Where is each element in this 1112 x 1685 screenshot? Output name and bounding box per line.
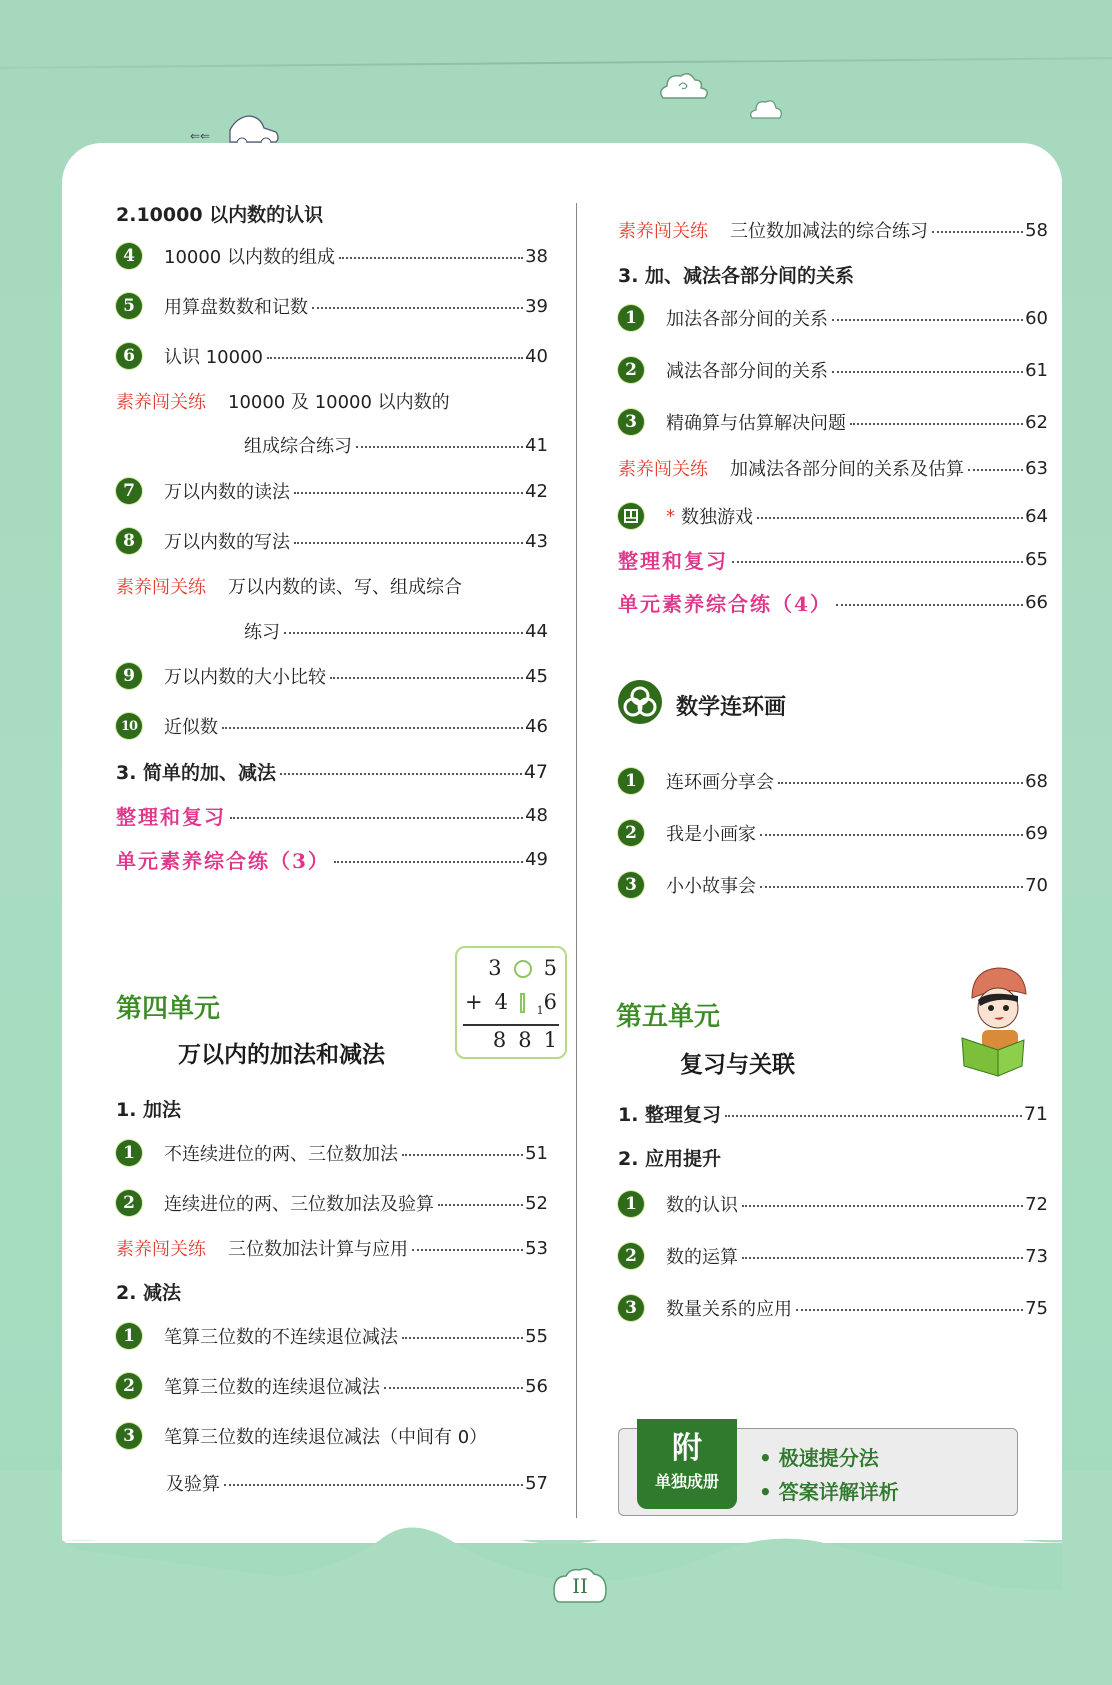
section-heading: 2.10000 以内数的认识 (116, 204, 324, 226)
appendix-item: • 答案详解详析 (759, 1480, 899, 1504)
toc-entry[interactable]: 6 认识 10000 40 (116, 343, 548, 369)
number-badge-icon: 2 (618, 820, 644, 846)
unit4-title: 第四单元 (116, 994, 221, 1024)
toc-entry[interactable]: 1 加法各部分间的关系 60 (618, 305, 1048, 331)
section-heading: 1. 加法 (116, 1099, 182, 1121)
lianhuan-title: 数学连环画 (676, 695, 787, 720)
number-badge-icon: 3 (116, 1423, 142, 1449)
practice-entry[interactable]: 素养闯关练 10000 及 10000 以内数的 (116, 388, 548, 414)
toc-entry[interactable]: 9 万以内数的大小比较 45 (116, 663, 548, 689)
toc-entry[interactable]: 3 笔算三位数的连续退位减法（中间有 0） (116, 1423, 548, 1449)
unit-practice-entry[interactable]: 单元素养综合练（3） 49 (116, 849, 548, 873)
number-badge-icon: 10 (116, 713, 142, 739)
toc-entry[interactable]: 1 数的认识 72 (618, 1191, 1048, 1217)
practice-tag: 素养闯关练 (116, 1239, 206, 1260)
number-badge-icon: 2 (116, 1373, 142, 1399)
section-heading: 3. 加、减法各部分间的关系 (618, 265, 855, 287)
appendix-items (759, 1441, 899, 1509)
number-badge-icon: 1 (618, 305, 644, 331)
number-badge-icon: 2 (618, 357, 644, 383)
appendix-tag: 附 单独成册 (637, 1419, 737, 1509)
number-badge-icon: 6 (116, 343, 142, 369)
practice-entry[interactable]: 素养闯关练 万以内数的读、写、组成综合 (116, 573, 548, 599)
grid-window-icon (618, 503, 644, 529)
number-badge-icon: 4 (116, 243, 142, 269)
section-heading[interactable]: 3. 简单的加、减法 47 (116, 760, 548, 784)
unit5-subtitle: 复习与关联 (680, 1052, 795, 1078)
toc-entry-cont[interactable]: 及验算 57 (166, 1472, 548, 1495)
unit5-title: 第五单元 (616, 1002, 721, 1032)
number-badge-icon: 3 (618, 872, 644, 898)
toc-entry[interactable]: 2 笔算三位数的连续退位减法 56 (116, 1373, 548, 1399)
section-heading[interactable]: 1. 整理复习 71 (618, 1102, 1048, 1126)
number-badge-icon: 1 (618, 768, 644, 794)
circle-placeholder-icon (514, 960, 532, 978)
number-badge-icon: 7 (116, 478, 142, 504)
number-badge-icon: 8 (116, 528, 142, 554)
column-divider (576, 203, 577, 1518)
practice-entry-cont[interactable]: 练习 44 (244, 620, 548, 643)
trefoil-icon (618, 680, 662, 724)
page-number-badge (552, 1566, 608, 1606)
appendix-box (618, 1428, 1018, 1516)
addition-example-box: 3 5 + 4 $_1$6 8 8 1 (455, 946, 567, 1059)
boy-reading-illustration (958, 962, 1038, 1082)
number-badge-icon: 1 (116, 1323, 142, 1349)
practice-entry[interactable]: 素养闯关练 三位数加减法的综合练习 58 (618, 217, 1048, 243)
appendix-item: • 极速提分法 (759, 1446, 879, 1470)
practice-entry-cont[interactable]: 组成综合练习 41 (244, 434, 548, 457)
number-badge-icon: 3 (618, 1295, 644, 1321)
toc-entry[interactable]: 5 用算盘数数和记数 39 (116, 293, 548, 319)
number-badge-icon: 1 (116, 1140, 142, 1166)
number-badge-icon: 2 (116, 1190, 142, 1216)
practice-tag: 素养闯关练 (116, 577, 206, 598)
svg-text:⇐⇐: ⇐⇐ (190, 129, 211, 143)
toc-entry[interactable]: 10 近似数 46 (116, 713, 548, 739)
toc-entry[interactable]: 2 数的运算 73 (618, 1243, 1048, 1269)
toc-entry[interactable]: 4 10000 以内数的组成 38 (116, 243, 548, 269)
toc-entry[interactable]: 7 万以内数的读法 42 (116, 478, 548, 504)
toc-entry[interactable]: 2 连续进位的两、三位数加法及验算 52 (116, 1190, 548, 1216)
review-entry[interactable]: 整理和复习 65 (618, 549, 1048, 573)
square-placeholder-icon (520, 993, 525, 1013)
toc-entry[interactable]: 3 数量关系的应用 75 (618, 1295, 1048, 1321)
page-number: II (572, 1574, 588, 1598)
cloud-icon (655, 68, 715, 108)
toc-entry[interactable]: 1 不连续进位的两、三位数加法 51 (116, 1140, 548, 1166)
toc-entry[interactable]: 1 连环画分享会 68 (618, 768, 1048, 794)
unit4-subtitle: 万以内的加法和减法 (178, 1042, 385, 1068)
practice-tag: 素养闯关练 (116, 392, 206, 413)
section-heading: 2. 应用提升 (618, 1148, 722, 1170)
toc-entry[interactable]: 2 减法各部分间的关系 61 (618, 357, 1048, 383)
practice-tag: 素养闯关练 (618, 459, 708, 480)
cloud-icon (748, 96, 788, 124)
toc-entry[interactable]: 1 笔算三位数的不连续退位减法 55 (116, 1323, 548, 1349)
sudoku-entry[interactable]: * 数独游戏 64 (618, 503, 1048, 529)
unit-practice-entry[interactable]: 单元素养综合练（4） 66 (618, 592, 1048, 616)
section-heading: 2. 减法 (116, 1282, 182, 1304)
number-badge-icon: 3 (618, 409, 644, 435)
toc-entry[interactable]: 2 我是小画家 69 (618, 820, 1048, 846)
number-badge-icon: 2 (618, 1243, 644, 1269)
toc-entry[interactable]: 3 精确算与估算解决问题 62 (618, 409, 1048, 435)
toc-entry[interactable]: 8 万以内数的写法 43 (116, 528, 548, 554)
number-badge-icon: 9 (116, 663, 142, 689)
practice-tag: 素养闯关练 (618, 221, 708, 242)
number-badge-icon: 5 (116, 293, 142, 319)
practice-entry[interactable]: 素养闯关练 三位数加法计算与应用 53 (116, 1235, 548, 1261)
practice-entry[interactable]: 素养闯关练 加减法各部分间的关系及估算 63 (618, 455, 1048, 481)
review-entry[interactable]: 整理和复习 48 (116, 805, 548, 829)
number-badge-icon: 1 (618, 1191, 644, 1217)
toc-entry[interactable]: 3 小小故事会 70 (618, 872, 1048, 898)
